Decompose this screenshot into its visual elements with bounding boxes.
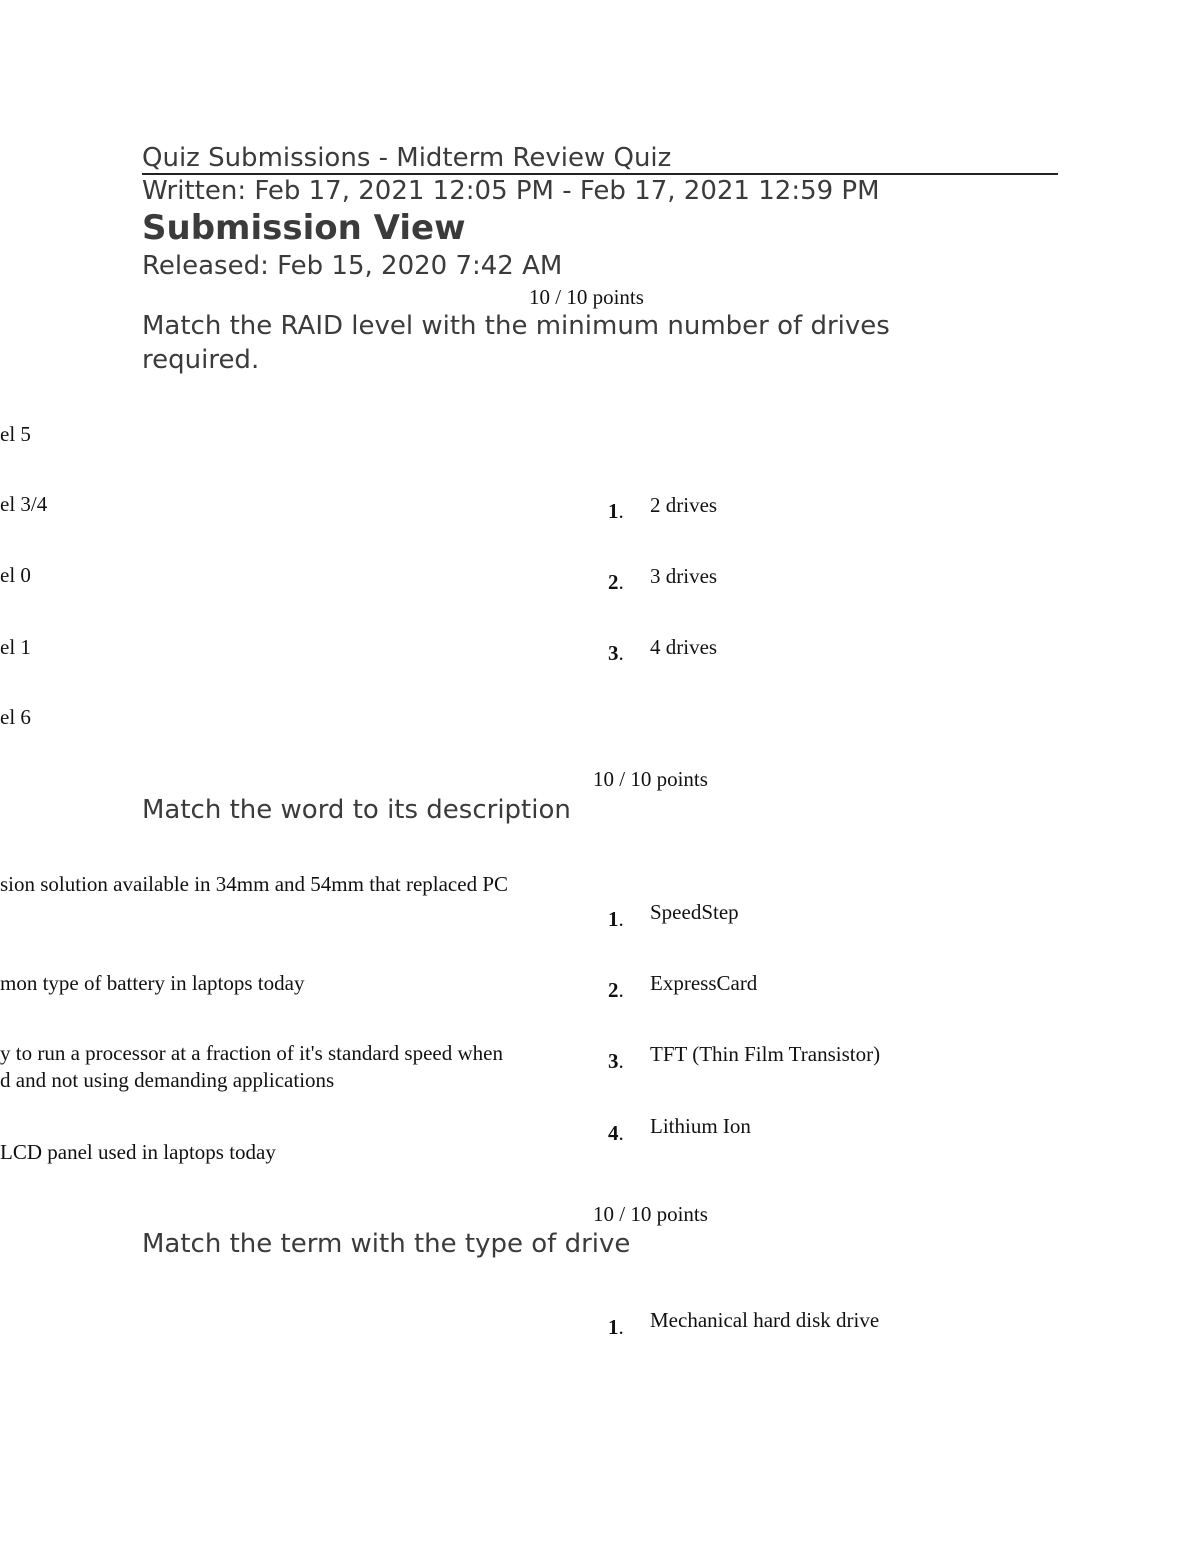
question-2-left-item: d and not using demanding applications	[0, 1068, 335, 1092]
question-2-points: 10 / 10 points	[593, 767, 708, 791]
question-2-left-item: mon type of battery in laptops today	[0, 971, 305, 995]
question-2-left-item: y to run a processor at a fraction of it's standard speed when	[0, 1041, 503, 1065]
question-1-left-item: el 3/4	[0, 492, 48, 516]
question-1-points: 10 / 10 points	[529, 285, 644, 309]
question-2-option-label: SpeedStep	[650, 900, 739, 924]
quiz-title: Quiz Submissions - Midterm Review Quiz	[142, 143, 1058, 175]
question-1-left-item: el 0	[0, 563, 31, 587]
question-3-option-number: 1.	[608, 1315, 624, 1339]
written-timestamp: Written: Feb 17, 2021 12:05 PM - Feb 17, 2021 12:59 PM	[142, 176, 880, 206]
question-1-left-item: el 1	[0, 635, 31, 659]
page-title: Submission View	[142, 208, 466, 248]
question-3-option-label: Mechanical hard disk drive	[650, 1308, 880, 1332]
question-2-option-number: 2.	[608, 978, 624, 1002]
question-2-option-number: 3.	[608, 1049, 624, 1073]
question-1-text: Match the RAID level with the minimum number of drives required.	[142, 311, 890, 375]
question-2-option-label: TFT (Thin Film Transistor)	[650, 1042, 881, 1066]
question-1-option-label: 4 drives	[650, 635, 718, 659]
released-timestamp: Released: Feb 15, 2020 7:42 AM	[142, 251, 563, 281]
question-2-option-label: Lithium Ion	[650, 1114, 751, 1138]
question-2-option-label: ExpressCard	[650, 971, 758, 995]
question-1-option-number: 3.	[608, 641, 624, 665]
question-1-left-item: el 5	[0, 422, 31, 446]
question-1-left-item: el 6	[0, 705, 31, 729]
question-2-left-item: sion solution available in 34mm and 54mm that replaced PC	[0, 872, 508, 896]
question-1-option-label: 2 drives	[650, 493, 718, 517]
question-2-text: Match the word to its description	[142, 795, 571, 825]
question-1-option-number: 2.	[608, 570, 624, 594]
question-3-points: 10 / 10 points	[593, 1202, 708, 1226]
question-2-option-number: 1.	[608, 907, 624, 931]
question-1-option-label: 3 drives	[650, 564, 718, 588]
question-2-option-number: 4.	[608, 1121, 624, 1145]
question-2-left-item: LCD panel used in laptops today	[0, 1140, 276, 1164]
question-1-option-number: 1.	[608, 499, 624, 523]
question-3-text: Match the term with the type of drive	[142, 1229, 631, 1259]
